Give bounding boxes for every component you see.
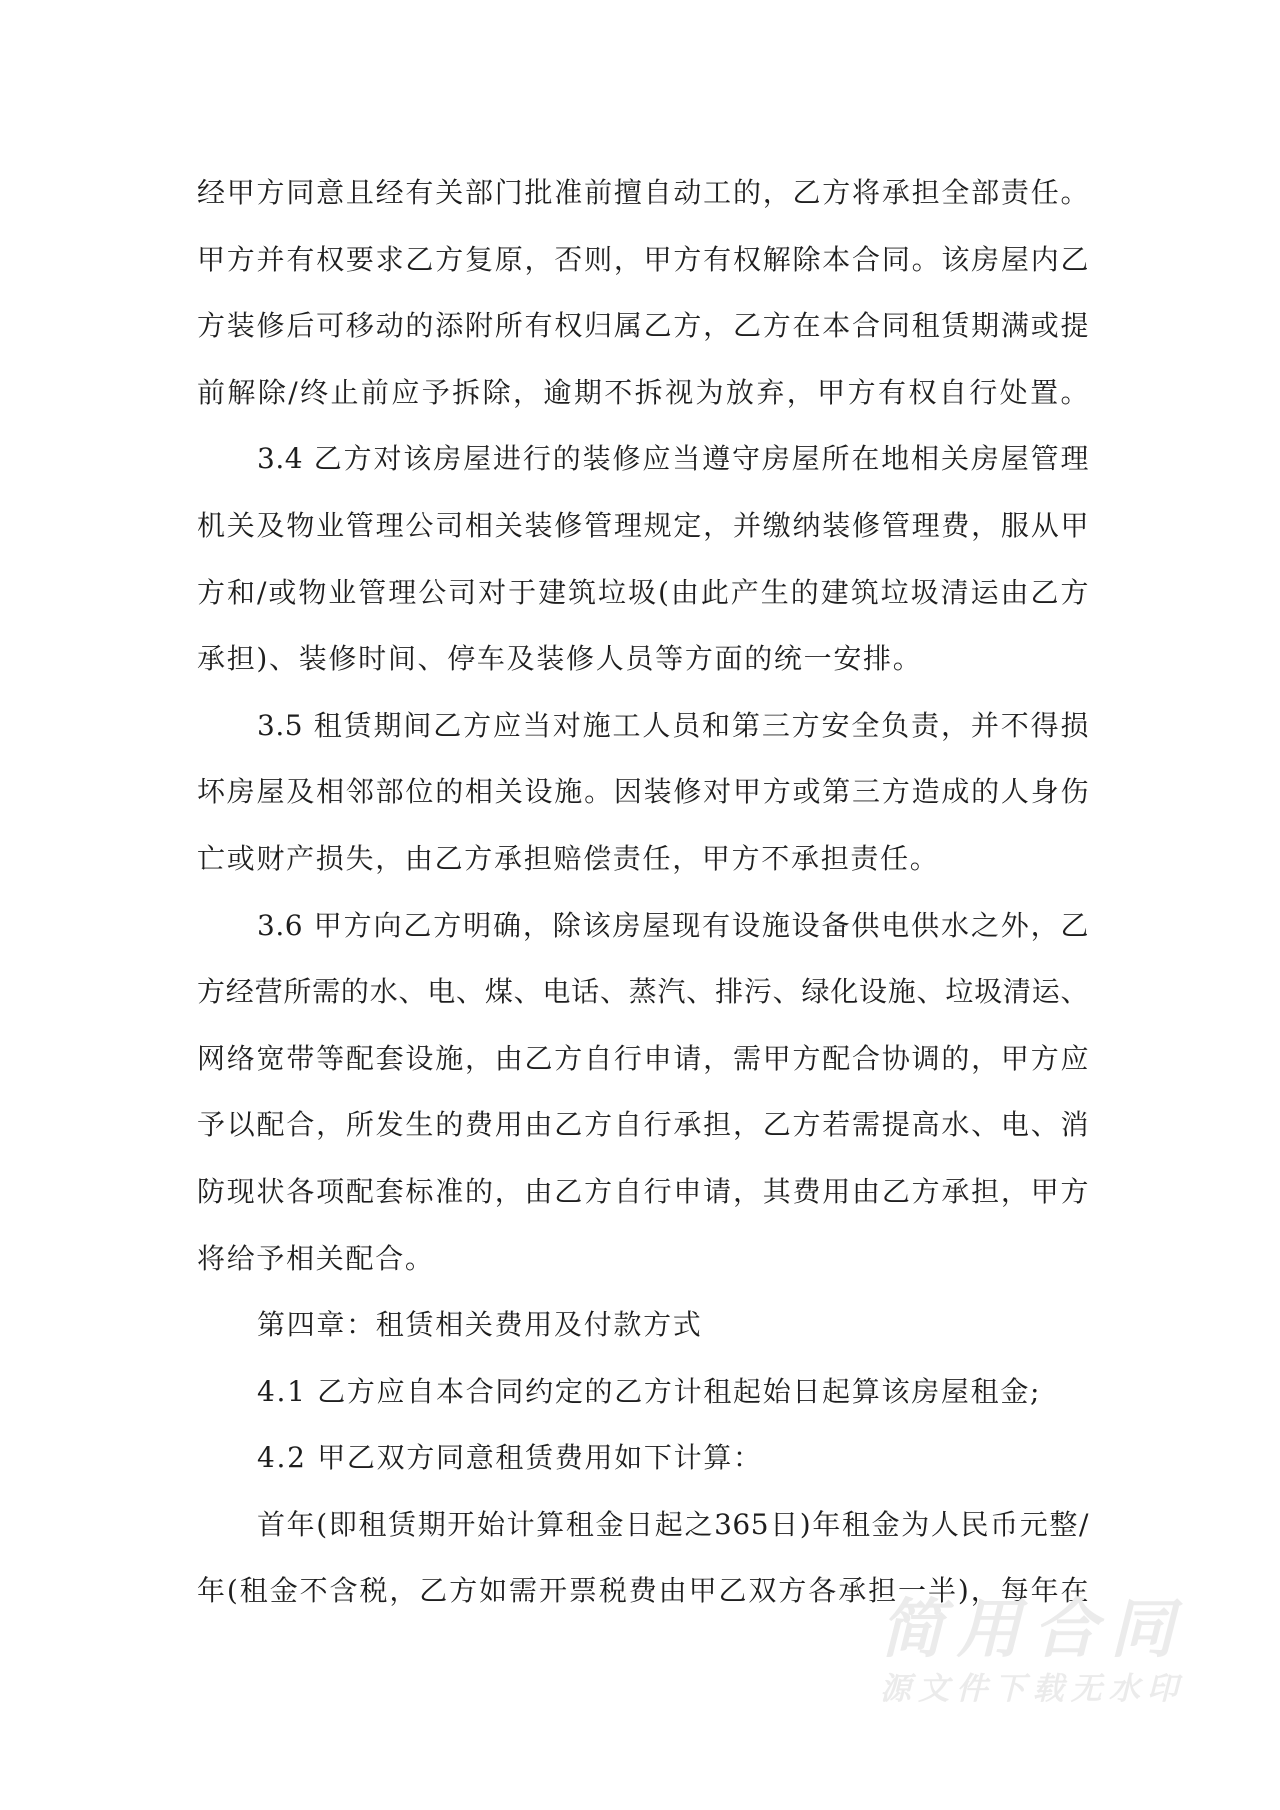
text-line: 方和/或物业管理公司对于建筑垃圾(由此产生的建筑垃圾清运由乙方 <box>197 575 1089 609</box>
text-line: 方装修后可移动的添附所有权归属乙方，乙方在本合同租赁期满或提 <box>197 309 1089 343</box>
first-year-rent-line: 首年(即租赁期开始计算租金日起之365日)年租金为人民币元整/ <box>257 1507 1089 1541</box>
chapter-4-heading <box>197 1292 1089 1359</box>
text-line: 承担)、装修时间、停车及装修人员等方面的统一安排。 <box>197 642 923 676</box>
contract-body <box>197 160 1089 1625</box>
clause-4-2 <box>197 1425 1089 1492</box>
clause-3-5 <box>197 693 1089 893</box>
clause-4-1-line: 4.1 乙方应自本合同约定的乙方计租起始日起算该房屋租金; <box>257 1374 1042 1408</box>
text-line: 将给予相关配合。 <box>197 1241 435 1275</box>
text-line: 前解除/终止前应予拆除，逾期不拆视为放弃，甲方有权自行处置。 <box>197 375 1089 409</box>
text-line: 机关及物业管理公司相关装修管理规定，并缴纳装修管理费，服从甲 <box>197 508 1089 542</box>
text-line: 方经营所需的水、电、煤、电话、蒸汽、排污、绿化设施、垃圾清运、 <box>197 975 1089 1009</box>
clause-4-2-first-year-rent <box>197 1492 1089 1625</box>
paragraph-3-3-continued <box>197 160 1089 426</box>
text-line: 予以配合，所发生的费用由乙方自行承担，乙方若需提高水、电、消 <box>197 1108 1089 1142</box>
text-line: 经甲方同意且经有关部门批准前擅自动工的，乙方将承担全部责任。 <box>197 176 1089 209</box>
text-line: 年(租金不含税，乙方如需开票税费由甲乙双方各承担一半)，每年在 <box>197 1574 1089 1608</box>
chapter-heading: 第四章：租赁相关费用及付款方式 <box>257 1308 703 1342</box>
text-line: 坏房屋及相邻部位的相关设施。因装修对甲方或第三方造成的人身伤 <box>197 775 1089 809</box>
clause-3-6 <box>197 893 1089 1293</box>
clause-4-2-line: 4.2 甲乙双方同意租赁费用如下计算： <box>257 1441 763 1475</box>
text-line: 防现状各项配套标准的，由乙方自行申请，其费用由乙方承担，甲方 <box>197 1174 1089 1208</box>
text-line: 网络宽带等配套设施，由乙方自行申请，需甲方配合协调的，甲方应 <box>197 1041 1089 1075</box>
clause-4-1 <box>197 1359 1089 1426</box>
clause-3-4-first-line: 3.4 乙方对该房屋进行的装修应当遵守房屋所在地相关房屋管理 <box>257 442 1089 476</box>
watermark-tagline: 源文件下载无水印 <box>880 1671 1180 1707</box>
clause-3-4 <box>197 426 1089 692</box>
clause-3-5-first-line: 3.5 租赁期间乙方应当对施工人员和第三方安全负责，并不得损 <box>257 708 1089 742</box>
text-line: 亡或财产损失，由乙方承担赔偿责任，甲方不承担责任。 <box>197 841 940 875</box>
clause-3-6-first-line: 3.6 甲方向乙方明确，除该房屋现有设施设备供电供水之外，乙 <box>257 908 1089 942</box>
watermark-brand: 简用合同 <box>880 1593 1180 1667</box>
text-line: 甲方并有权要求乙方复原，否则，甲方有权解除本合同。该房屋内乙 <box>197 242 1089 276</box>
